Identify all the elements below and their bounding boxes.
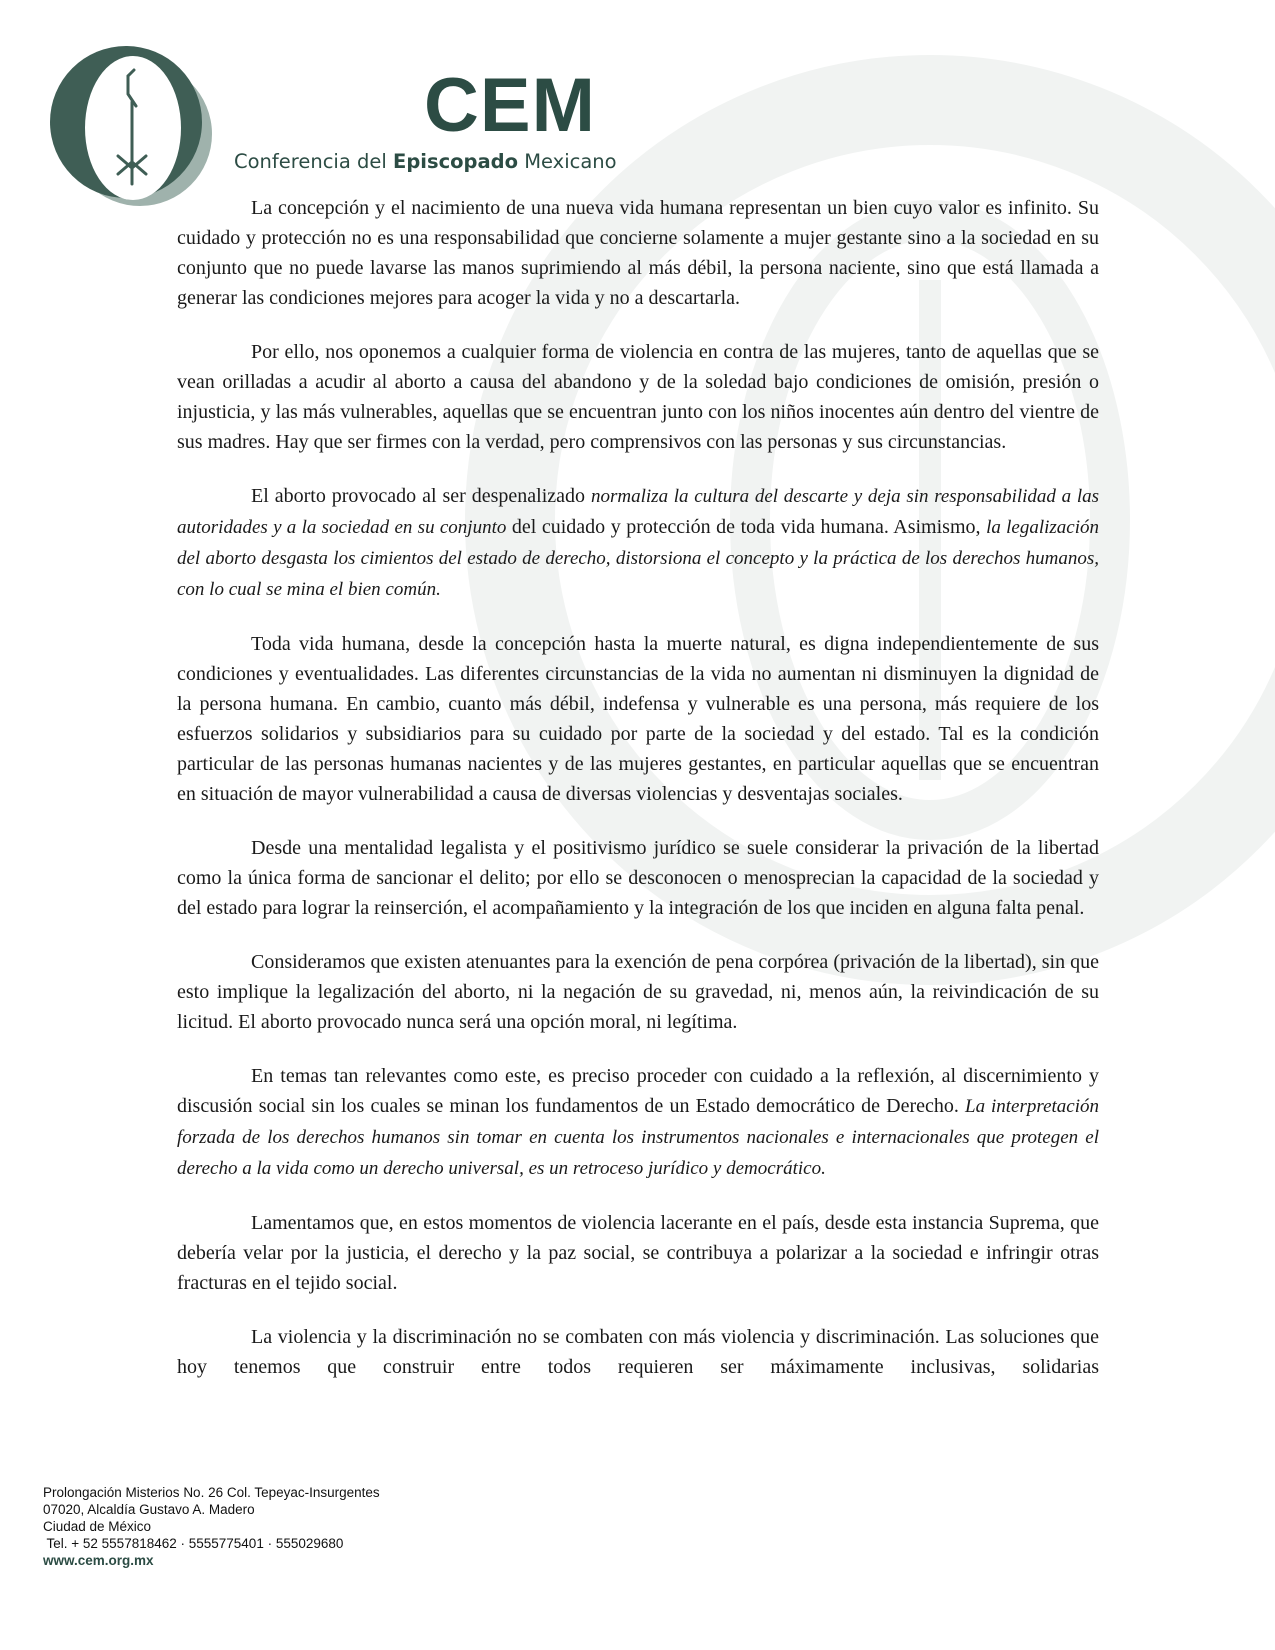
footer-line: Prolongación Misterios No. 26 Col. Tepeyac-Insurgentes <box>43 1485 380 1500</box>
paragraph-9: La violencia y la discriminación no se combaten con más violencia y discriminación. Las soluciones que hoy tenemos que construir entre todos requieren ser máximamente inclusivas, solidarias <box>177 1326 1099 1378</box>
paragraph-3: El aborto provocado al ser despenalizado normaliza la cultura del descarte y deja sin responsabilidad a las autoridades y a la sociedad en su conjunto del cuidado y protección de toda vida humana. Asimismo, la legalización del aborto desgasta los cimientos del estado de derecho, distorsiona el concepto y la práctica de los derechos humanos, con lo cual se mina el bien común. <box>177 485 1100 600</box>
paragraph-1: La concepción y el nacimiento de una nueva vida humana representan un bien cuyo valor es infinito. Su cuidado y protección no es una responsabilidad que concierne solamente a mujer gestante sino a la sociedad en su conjunto que no puede lavarse las manos suprimiendo al más débil, la persona naciente, sino que está llamada a generar las condiciones mejores para acoger la vida y no a descartarla. <box>177 197 1099 309</box>
footer-line: Ciudad de México <box>43 1519 152 1534</box>
footer-address <box>43 1484 380 1569</box>
cem-logo-icon <box>48 36 218 206</box>
paragraph-4: Toda vida humana, desde la concepción hasta la muerte natural, es digna independientemente de sus condiciones y eventualidades. Las diferentes circunstancias de la vida no aumentan ni disminuyen la dignidad de la persona humana. En cambio, cuanto más débil, indefensa y vulnerable es una persona, más requiere de los esfuerzos solidarios y subsidiarios para su cuidado por parte de la sociedad y del estado. Tal es la condición particular de las personas humanas nacientes y de las mujeres gestantes, en particular aquellas que se encuentran en situación de mayor vulnerabilidad a causa de diversas violencias y desventajas sociales. <box>177 633 1099 805</box>
letter-body <box>177 193 1099 1406</box>
paragraph-8: Lamentamos que, en estos momentos de violencia lacerante en el país, desde esta instancia Suprema, que debería velar por la justicia, el derecho y la paz social, se contribuya a polarizar a la sociedad e infringir otras fracturas en el tejido social. <box>177 1212 1099 1294</box>
brand-name: CEM <box>424 63 596 148</box>
website-link[interactable]: www.cem.org.mx <box>43 1553 154 1568</box>
footer-line: 07020, Alcaldía Gustavo A. Madero <box>43 1502 255 1517</box>
brand-subtitle: Conferencia del Episcopado Mexicano <box>234 150 617 173</box>
paragraph-7: En temas tan relevantes como este, es preciso proceder con cuidado a la reflexión, al discernimiento y discusión social sin los cuales se minan los fundamentos de un Estado democrático de Derecho. La interpretación forzada de los derechos humanos sin tomar en cuenta los instrumentos nacionales e internacionales que protegen el derecho a la vida como un derecho universal, es un retroceso jurídico y democrático. <box>177 1065 1099 1179</box>
paragraph-5: Desde una mentalidad legalista y el positivismo jurídico se suele considerar la privación de la libertad como la única forma de sancionar el delito; por ello se desconocen o menosprecian la capacidad de la sociedad y del estado para lograr la reinserción, el acompañamiento y la integración de los que inciden en alguna falta penal. <box>177 837 1099 919</box>
footer-phone: Tel. + 52 5557818462 · 5555775401 · 555029680 <box>43 1536 344 1551</box>
paragraph-2: Por ello, nos oponemos a cualquier forma de violencia en contra de las mujeres, tanto de aquellas que se vean orilladas a acudir al aborto a causa del abandono y de la soledad bajo condiciones de omisión, presión o injusticia, y las más vulnerables, aquellas que se encuentran junto con los niños inocentes aún dentro del vientre de sus madres. Hay que ser firmes con la verdad, pero comprensivos con las personas y sus circunstancias. <box>177 341 1099 453</box>
paragraph-6: Consideramos que existen atenuantes para la exención de pena corpórea (privación de la libertad), sin que esto implique la legalización del aborto, ni la negación de su gravedad, ni, menos aún, la reivindicación de su licitud. El aborto provocado nunca será una opción moral, ni legítima. <box>177 951 1099 1033</box>
